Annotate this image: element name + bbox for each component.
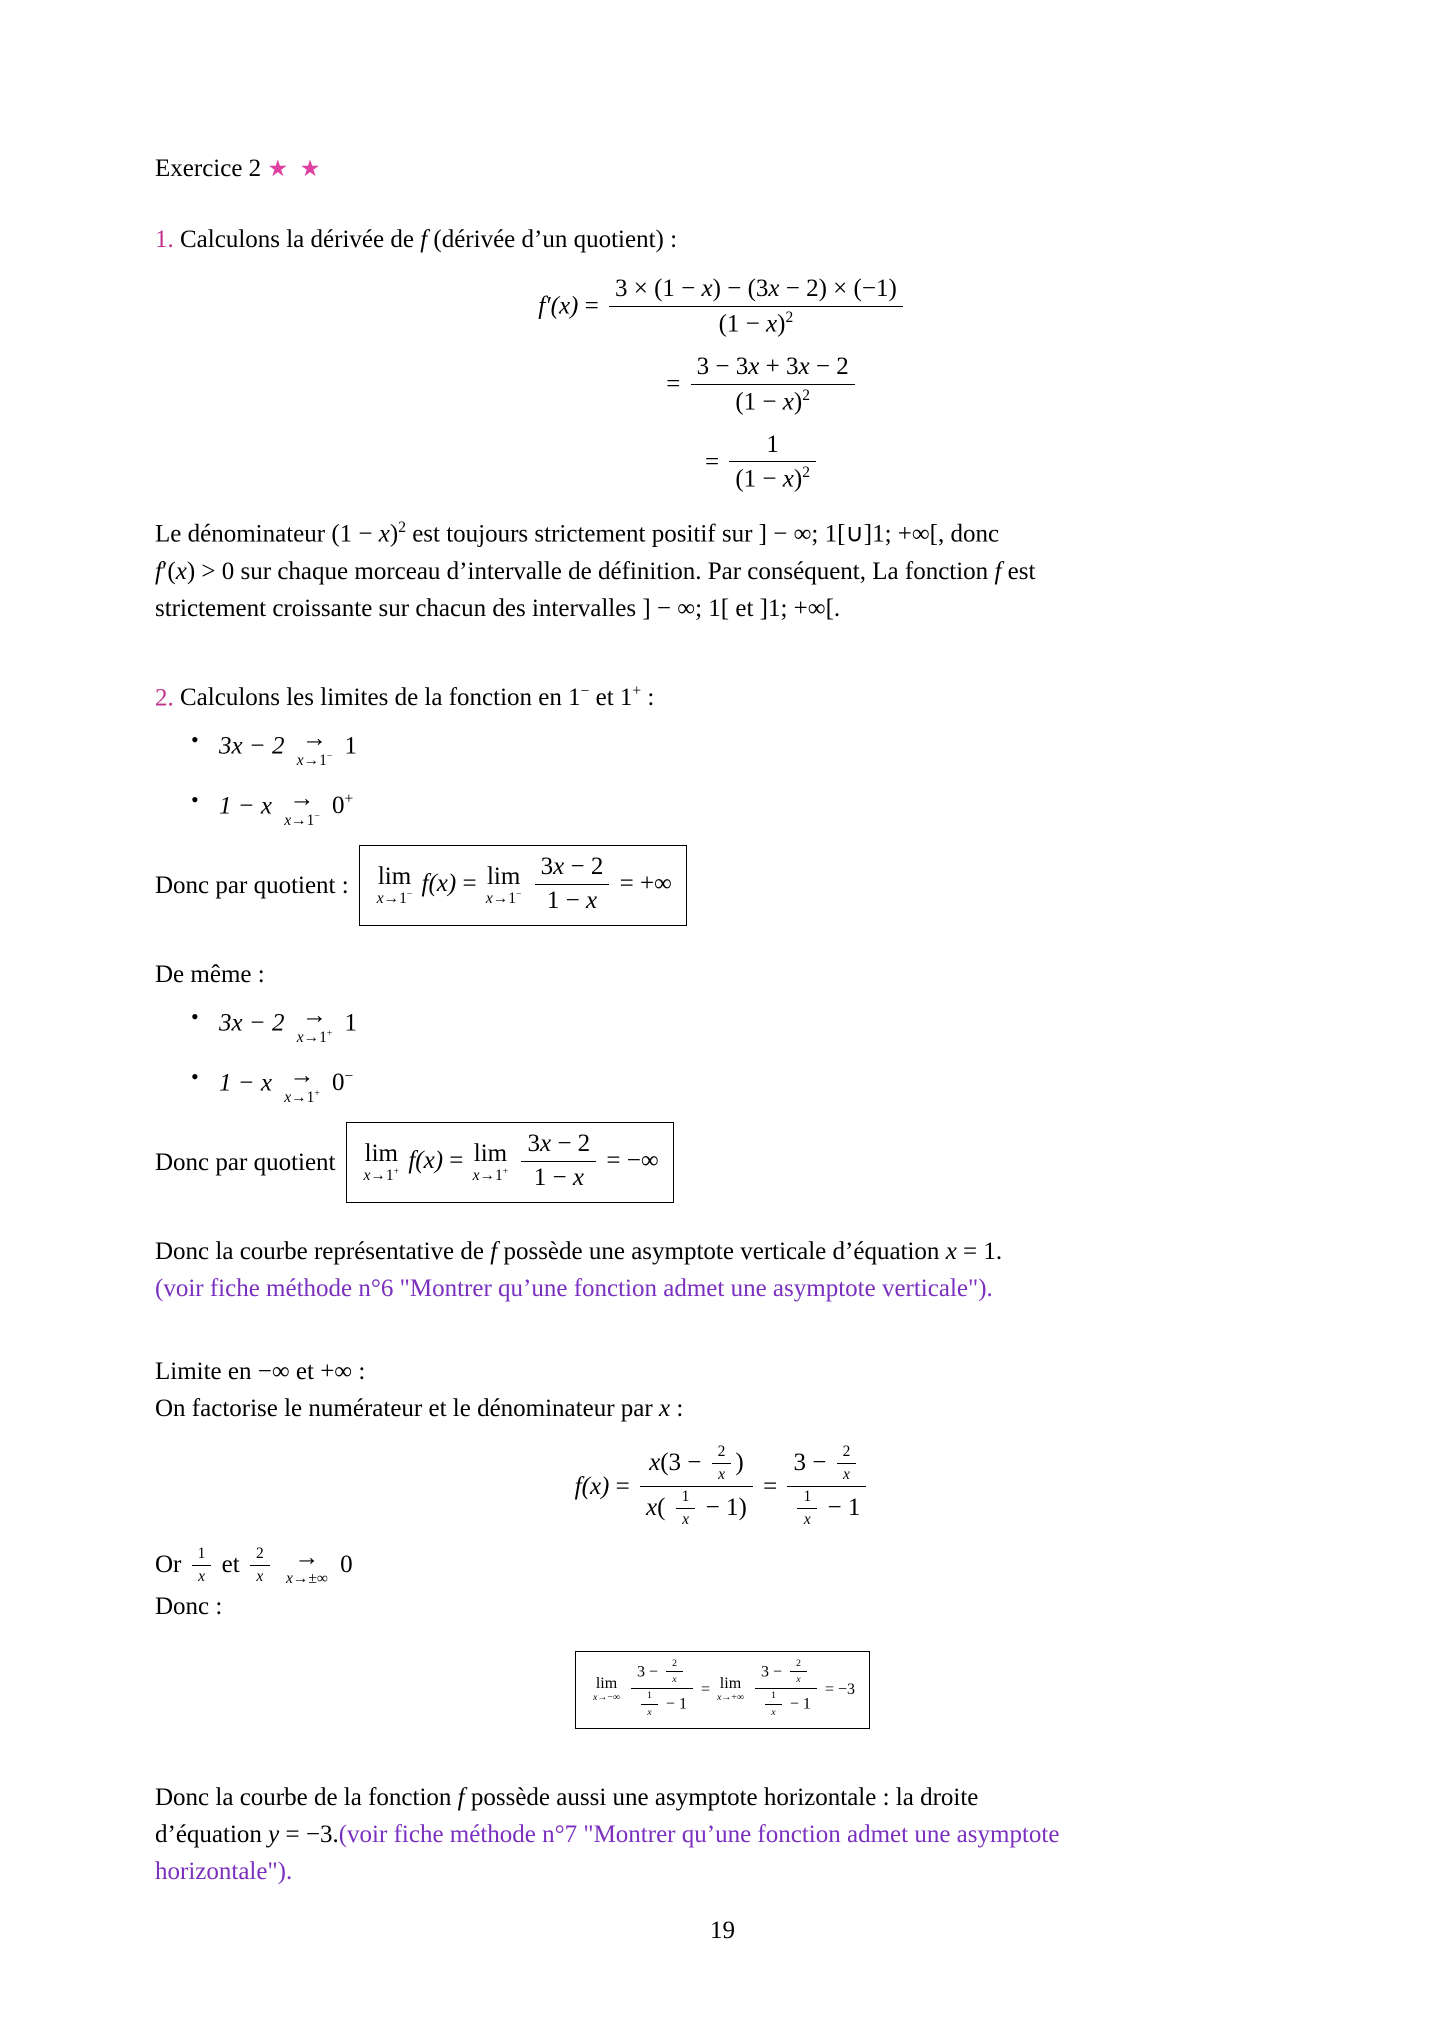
boxed-limit-1 (359, 845, 687, 926)
bullet-item (191, 786, 1290, 830)
question-2-line (155, 673, 1290, 716)
lim-subscript: x→1+ (363, 1165, 400, 1185)
limit-operator (377, 864, 413, 908)
lim-subscript: x→−∞ (593, 1692, 620, 1704)
de-meme-line: De même : (155, 960, 265, 988)
question-2-text: Calculons les limites de la fonction en 1− et 1+ : (180, 682, 655, 712)
arrow-subscript: x→1+ (284, 1087, 320, 1107)
limit-infinity-title: Limite en −∞ et +∞ : (155, 1357, 366, 1385)
donc-quotient-label-2: Donc par quotient (155, 1148, 336, 1176)
donc-quotient-row-2 (155, 1122, 1290, 1203)
function-fx: f(x) (421, 870, 457, 898)
boxed-limit-3-container (155, 1651, 1290, 1730)
equals-sign: = (700, 1680, 710, 1698)
limit-result: = −3 (824, 1680, 855, 1698)
bullet-limit-value: 0+ (332, 791, 354, 820)
bullet-expression: 1 − x (219, 1069, 272, 1097)
exercise-heading (155, 150, 1290, 187)
limit-operator-2 (486, 864, 522, 908)
fraction-1-denominator: $(1 - x)^2$ (718, 308, 794, 338)
arrow-limit (297, 726, 333, 770)
arrow-subscript: x→1+ (296, 1028, 333, 1047)
equation-y-value: d’équation y = −3. (155, 1821, 339, 1849)
limit-fraction-denominator: $\frac{1}{x}$ − 1 (631, 1689, 693, 1719)
lim-label: lim (364, 1139, 398, 1167)
inner-fraction-2-over-x (712, 1443, 732, 1484)
limit-fraction-denominator: $\frac{1}{x}$ − 1 (755, 1689, 817, 1719)
function-fx: f(x) (574, 1472, 610, 1500)
inner-den: x (647, 1706, 652, 1718)
inner-fraction-2-over-x (837, 1443, 857, 1484)
lim-label: lim (595, 1675, 618, 1693)
arrow-subscript: x→1− (284, 811, 320, 830)
inner-den: x (718, 1465, 725, 1483)
arrow-icon: → (289, 784, 315, 812)
fraction-simplified-denominator: $\frac{1}{x}$ − 1 (787, 1487, 866, 1530)
fraction-3 (729, 431, 816, 495)
inner-num: 2 (250, 1545, 270, 1566)
fraction-1 (609, 275, 903, 339)
arrow-icon: → (302, 1001, 328, 1029)
fraction-factored-numerator: x(3 − $\frac{2}{x}$ ) (640, 1444, 753, 1488)
fraction-factored-denominator: x( $\frac{1}{x}$ − 1) (645, 1488, 747, 1529)
lim-label: lim (377, 862, 412, 890)
inner-fraction-1-over-x (641, 1690, 658, 1718)
fraction-3-denominator: $(1 - x)^2$ (735, 464, 810, 493)
bullet-expression: 3x − 2 (219, 732, 285, 760)
arrow-limit (284, 786, 320, 830)
inner-num: 1 (641, 1690, 658, 1704)
inner-num: 2 (666, 1658, 683, 1672)
bullet-item (191, 726, 1290, 770)
limits-bullets-left (155, 726, 1290, 829)
fraction-simplified-numerator: 3 − $\frac{2}{x}$ (787, 1444, 866, 1488)
derivative-line-3 (155, 432, 1290, 496)
limit-fraction-left (631, 1659, 693, 1720)
limit-result: = +∞ (619, 870, 672, 898)
inner-num: 1 (676, 1488, 696, 1509)
limit-fraction-numerator: 3 − $\frac{2}{x}$ (631, 1659, 693, 1690)
term-1-over-x (192, 1545, 212, 1586)
horizontal-asymptote-note-part2: horizontale"). (155, 1858, 293, 1886)
derivative-lhs: f′(x) (538, 292, 579, 320)
factorized-row (155, 1442, 1290, 1531)
exercise-title: Exercice 2 (155, 155, 262, 182)
limit-operator (593, 1676, 620, 1703)
fraction-simplified (787, 1444, 866, 1530)
limit-fraction (521, 1130, 596, 1193)
inner-fraction-1-over-x (676, 1488, 696, 1529)
factorized-equation (155, 1442, 1290, 1531)
lim-label: lim (486, 862, 521, 890)
bullet-item (191, 1063, 1290, 1107)
q1-conclusion (155, 509, 1290, 626)
fraction-2-denominator: $(1 - x)^2$ (735, 386, 810, 415)
lim-subscript: x→1+ (472, 1165, 509, 1185)
donc-quotient-row-1 (155, 845, 1290, 926)
donc-quotient-label-1: Donc par quotient : (155, 871, 349, 899)
arrow-subscript: x→±∞ (285, 1570, 328, 1588)
limit-operator-2 (473, 1141, 509, 1185)
limit-fraction (535, 853, 610, 916)
boxed-limit-3 (575, 1651, 870, 1730)
fraction-2 (691, 353, 855, 417)
lim-label: lim (719, 1675, 742, 1693)
limit-operator (364, 1141, 400, 1185)
limit-fraction-numerator: 3 − $\frac{2}{x}$ (755, 1659, 817, 1690)
bullet-limit-value: 0− (332, 1067, 354, 1097)
bullet-item (191, 1003, 1290, 1047)
lim-subscript: x→1− (485, 889, 522, 908)
inner-num: 2 (712, 1443, 732, 1464)
q1-conclusion-line-3: strictement croissante sur chacun des intervalles ] − ∞; 1[ et ]1; +∞[. (155, 594, 841, 622)
inner-fraction-2-over-x (790, 1658, 807, 1686)
inner-fraction-2-over-x (666, 1658, 683, 1686)
lim-subscript: x→+∞ (716, 1692, 744, 1704)
inner-num: 2 (790, 1658, 807, 1672)
question-1-line (155, 221, 1290, 258)
derivative-equation (155, 276, 1290, 495)
lim-label: lim (473, 1139, 508, 1167)
limits-bullets-right (155, 1003, 1290, 1106)
inner-den: x (682, 1511, 689, 1529)
derivative-line-2 (155, 354, 1290, 418)
q1-conclusion-line-1: Le dénominateur $(1 - x)^2$ est toujours strictement positif sur ] − ∞; 1[∪]1; +∞[, donc (155, 519, 1000, 548)
inner-den: x (796, 1674, 801, 1685)
arrow-icon: → (294, 1544, 320, 1572)
arrow-limit (297, 1003, 333, 1047)
arrow-limit (284, 1063, 320, 1107)
bullet-expression: 1 − x (219, 792, 272, 820)
horizontal-asymptote-line-1: Donc la courbe de la fonction f possède aussi une asymptote horizontale : la droite (155, 1784, 979, 1812)
equals-sign-2: = (666, 370, 681, 398)
vertical-asymptote-line: Donc la courbe représentative de f possède une asymptote verticale d’équation x = 1. (155, 1237, 1003, 1265)
equals-sign-3: = (705, 448, 720, 476)
term-2-over-x (250, 1545, 270, 1586)
inner-num: 1 (192, 1545, 212, 1566)
limit-operator-2 (717, 1676, 744, 1703)
bullet-limit-value: 1 (344, 732, 358, 760)
donc-line: Donc : (155, 1592, 223, 1620)
horizontal-asymptote-note-part1: (voir fiche méthode n°7 "Montrer qu’une fonction admet une asymptote (338, 1821, 1060, 1849)
factorization-line: On factorise le numérateur et le dénominateur par x : (155, 1394, 684, 1422)
q1-conclusion-line-2: f′(x) > 0 sur chaque morceau d’intervalle de définition. Par conséquent, La fonction f est (155, 557, 1036, 585)
page-content (155, 150, 1290, 1890)
derivative-line-1 (155, 276, 1290, 340)
question-1-number: 1. (155, 226, 174, 253)
equals-sign: = (462, 870, 477, 898)
fraction-2-numerator: 3 − 3x + 3x − 2 (691, 353, 855, 385)
limit-fraction-right (755, 1659, 817, 1720)
fraction-3-numerator: 1 (729, 431, 816, 463)
inner-num: 1 (765, 1690, 782, 1704)
inner-den: x (672, 1674, 677, 1685)
inner-fraction-1-over-x (797, 1488, 817, 1529)
limit-fraction-numerator: 3x − 2 (535, 853, 610, 885)
limit-fraction-numerator: 3x − 2 (521, 1130, 596, 1162)
equals-sign: = (615, 1472, 630, 1500)
bullet-limit-value: 1 (344, 1009, 358, 1037)
inner-den: x (198, 1567, 205, 1585)
limit-fraction-denominator: 1 − x (546, 887, 598, 915)
arrow-icon: → (289, 1061, 315, 1089)
arrow-subscript: x→1− (296, 751, 333, 770)
function-fx: f(x) (408, 1147, 444, 1175)
lim-subscript: x→1− (376, 889, 413, 908)
question-2-number: 2. (155, 684, 174, 712)
difficulty-stars: ★ ★ (267, 156, 324, 181)
boxed-limit-2 (346, 1122, 674, 1203)
inner-den: x (771, 1706, 776, 1718)
inner-den: x (803, 1511, 811, 1529)
equals-sign: = (584, 292, 599, 320)
arrow-icon: → (302, 725, 328, 753)
inner-num: 2 (837, 1443, 857, 1464)
inner-den: x (843, 1465, 850, 1483)
question-1-text: Calculons la dérivée de f (dérivée d’un quotient) : (180, 226, 678, 253)
fraction-factored (640, 1444, 753, 1530)
inner-den: x (256, 1567, 264, 1585)
limit-fraction-denominator: 1 − x (533, 1164, 584, 1192)
inner-num: 1 (797, 1488, 817, 1509)
fraction-1-numerator: 3 × (1 − x) − (3x − 2) × (−1) (609, 275, 903, 307)
arrow-limit (286, 1545, 328, 1588)
vertical-asymptote-note: (voir fiche méthode n°6 "Montrer qu’une fonction admet une asymptote verticale"). (155, 1274, 993, 1302)
equals-sign-2: = (763, 1472, 778, 1500)
equals-sign: = (449, 1147, 464, 1175)
or-line: Or $\frac{1}{x}$ et $\frac{2}{x}$ → x→±∞ 0 (155, 1544, 353, 1588)
page-number: 19 (710, 1917, 735, 1944)
bullet-expression: 3x − 2 (219, 1009, 285, 1037)
limit-result: = −∞ (606, 1147, 659, 1175)
horizontal-asymptote-line-2 (155, 1816, 1290, 1853)
inner-fraction-1-over-x (765, 1690, 782, 1718)
